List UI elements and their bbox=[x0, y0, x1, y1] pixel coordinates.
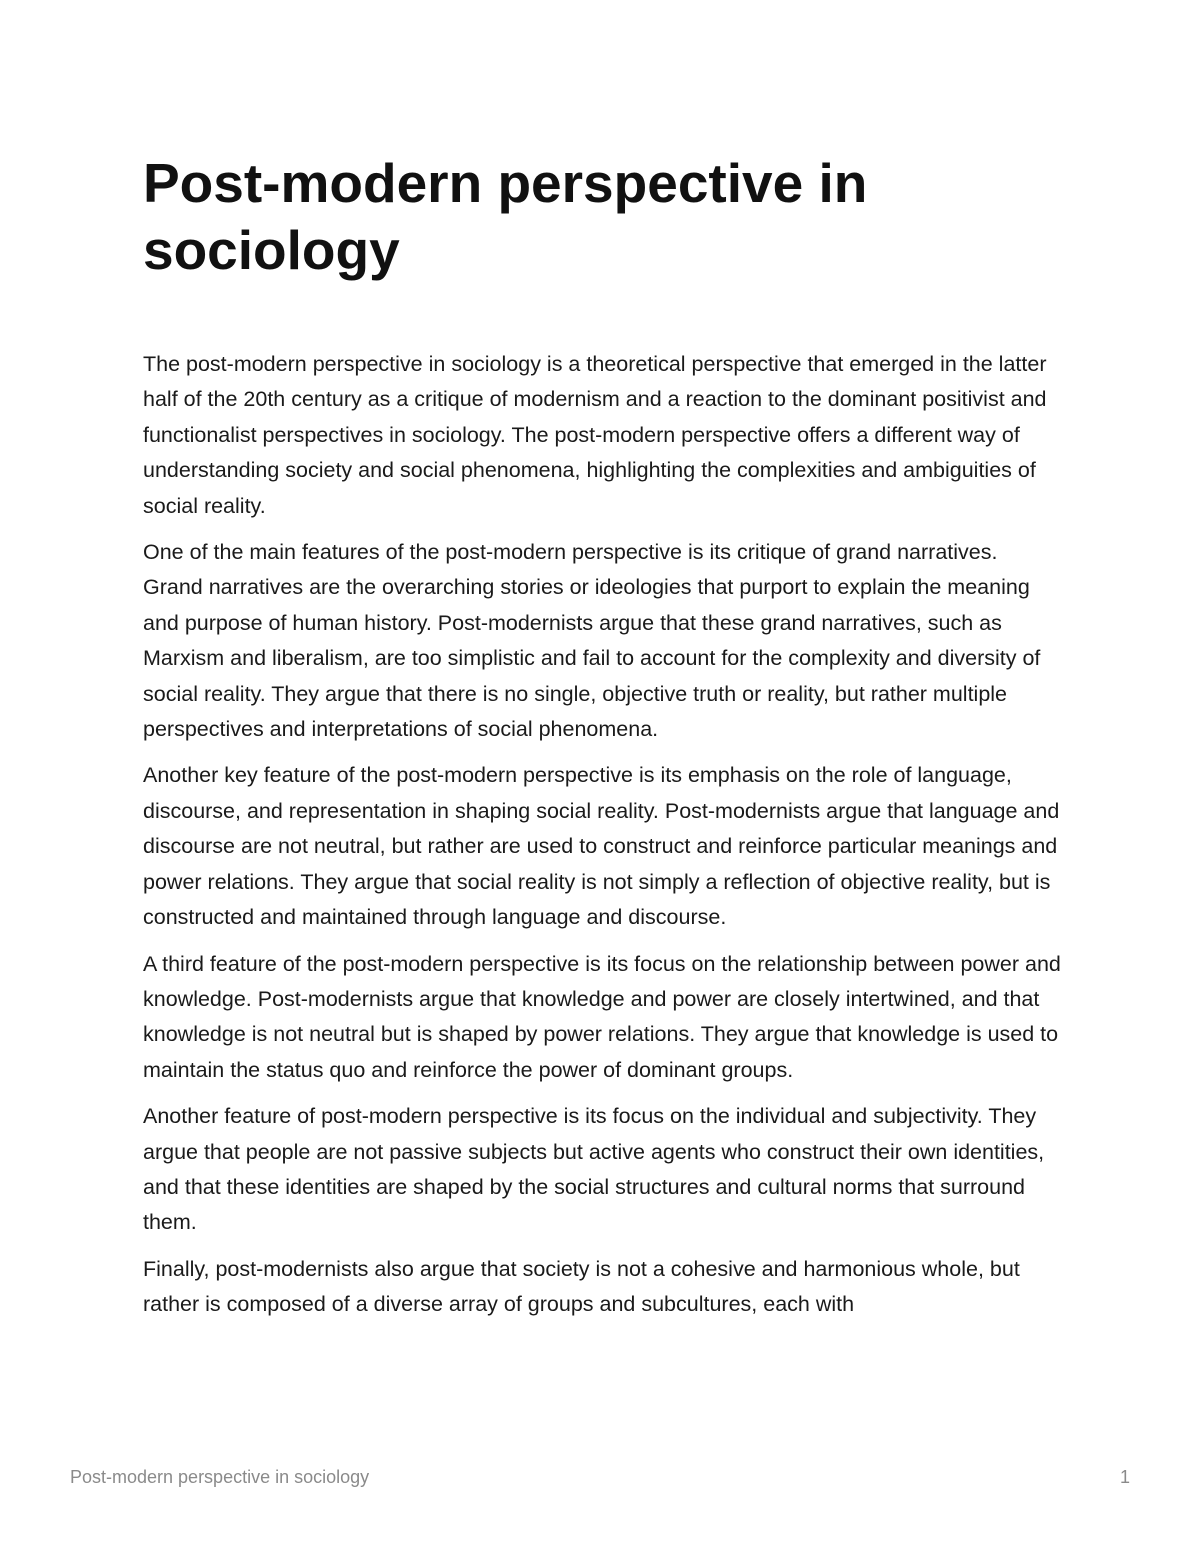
footer-page-number: 1 bbox=[1119, 1467, 1130, 1487]
paragraph-5: Another feature of post-modern perspective is its focus on the individual and subjectivity. They argue that people are not passive subjects but active agents who construct their own identities, and that these identities are shaped by the social structures and cultural norms that surround them. bbox=[143, 1104, 1045, 1235]
document-title: Post-modern perspective in sociology bbox=[143, 152, 868, 281]
paragraph-1: The post-modern perspective in sociology is a theoretical perspective that emerged in the latter half of the 20th century as a critique of modernism and a reaction to the dominant positivist and functionalist perspectives in sociology. The post-modern perspective offers a different way of understanding society and social phenomena, highlighting the complexities and ambiguities of social reality. bbox=[143, 352, 1047, 518]
page-footer bbox=[70, 1465, 1130, 1489]
footer-title: Post-modern perspective in sociology bbox=[70, 1467, 370, 1487]
paragraph-4: A third feature of the post-modern perspective is its focus on the relationship between power and knowledge. Post-modernists argue that knowledge and power are closely intertwined, and that knowledge is not neutral but is shaped by power relations. They argue that knowledge is used to maintain the status quo and reinforce the power of dominant groups. bbox=[143, 951, 1061, 1082]
document-body bbox=[143, 347, 1063, 1323]
paragraph-3: Another key feature of the post-modern perspective is its emphasis on the role of language, discourse, and representation in shaping social reality. Post-modernists argue that language and discourse are not neutral, but rather are used to construct and reinforce particular meanings and power relations. They argue that social reality is not simply a reflection of objective reality, but is constructed and maintained through language and discourse. bbox=[143, 763, 1060, 930]
page-content bbox=[143, 150, 1063, 1334]
paragraph-6: Finally, post-modernists also argue that society is not a cohesive and harmonious whole, but rather is composed of a diverse array of groups and subcultures, each with bbox=[143, 1256, 1020, 1317]
paragraph-2: One of the main features of the post-modern perspective is its critique of grand narratives. Grand narratives are the overarching stories or ideologies that purport to explain the meaning and purpose of human history. Post-modernists argue that these grand narratives, such as Marxism and liberalism, are too simplistic and fail to account for the complexity and diversity of social reality. They argue that there is no single, objective truth or reality, but rather multiple perspectives and interpretations of social phenomena. bbox=[143, 540, 1041, 742]
